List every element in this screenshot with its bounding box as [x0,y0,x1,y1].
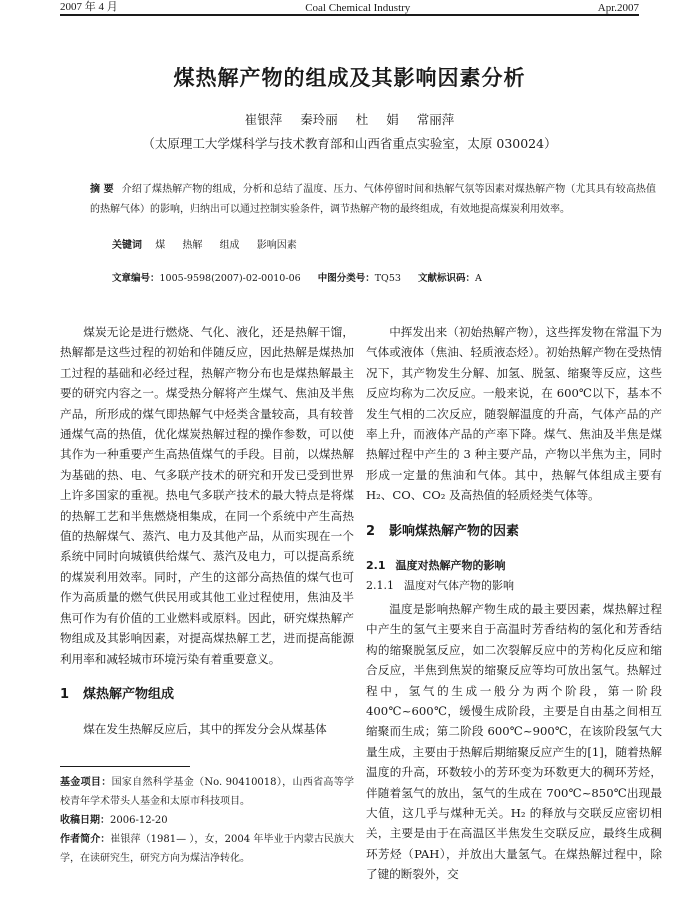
subsubsection-number: 2.1.1 [366,579,394,593]
doc-code-label: 文献标识码： [417,273,475,284]
author: 常丽萍 [416,112,455,127]
subsection-title: 温度对热解产物的影响 [395,559,506,573]
body-paragraph: 温度是影响热解产物生成的最主要因素，煤热解过程中产生的氢气主要来自于高温时芳香结构的氢化和芳香结构的缩聚脱氢反应，如二次裂解反应中的芳构化反应和缩合反应，半焦到焦炭的缩聚反应等均可放出氢气。热解过程中，氢气的生成一般分为两个阶段，第一阶段 400℃~600℃，缓慢生成阶段，主要是自由基之间相互缩聚而生成；第二阶段 600℃~900℃，在该阶段氢气大量生成，主要由于热解后期缩聚反应产生的[1]，随着热解温度的升高，环数较小的芳环变为环数更大的稠环芳烃，伴随着氢气的放出，氢气的生成在 700℃~850℃出现最大值，这几乎与煤种无关。H₂ 的释放与交联反应密切相关，主要是由于在高温区半焦发生交联反应，最终生成稠环芳烃（PAH），并放出大量氢气。在煤热解过程中，除了键的断裂外，交 [366,601,662,882]
paper-title: 煤热解产物的组成及其影响因素分析 [173,66,526,90]
abstract-text: 介绍了煤热解产物的组成，分析和总结了温度、压力、气体停留时间和热解气氛等因素对煤热解产物（尤其具有较高热值的热解气体）的影响，归纳出可以通过控制实验条件，调节热解产物的最终组成，有效地提高煤炭利用效率。 [90,184,657,215]
abstract-label: 摘 要 [90,184,114,195]
keywords [112,236,652,251]
keywords-label: 关键词 [112,240,142,251]
author: 秦玲丽 [300,112,338,127]
footnote-funding [60,773,354,811]
header-date-en: Apr.2007 [597,2,639,14]
header-date: 2007 年 4 月 [60,1,118,13]
running-header [60,0,639,16]
doc-code: A [474,273,482,284]
body-paragraph: 煤在发生热解反应后，其中的挥发分会从煤基体 [83,722,327,737]
subsection-number: 2.1 [366,559,386,573]
subsubsection-heading [366,576,662,596]
subsection-heading [366,556,662,576]
footnote-label: 收稿日期： [60,814,110,826]
section-title: 煤热解产物组成 [83,686,175,702]
right-column [366,322,662,885]
article-no: 1005-9598(2007)-02-0010-06 [159,273,301,284]
keyword: 热解 [182,240,203,251]
footnote-text: 国家自然科学基金（No. 90410018），山西省高等学校青年学术带头人基金和太原市科技项目。 [60,776,355,807]
clc-label: 中图分类号： [317,273,375,284]
affiliation: （太原理工大学煤科学与技术教育部和山西省重点实验室，太原 030024） [142,136,557,151]
body-paragraph: 中挥发出来（初始热解产物），这些挥发物在常温下为气体或液体（焦油、轻质液态烃）。初始热解产物在受热情况下，其产物发生分解、加氢、脱氢、缩聚等反应，这些反应均称为二次反应。一般来说，在 600℃以下，基本不发生气相的二次反应，随裂解温度的升高，气体产品的产率上升，而液体产品的产率下降。煤气、焦油及半焦是煤热解过程中产生的 3 种主要产品，产物以半焦为主，同时形成一定量的焦油和气体。其中，热解气体组成主要有 H₂、CO、CO₂ 及高热值的轻质烃类气体等。 [366,325,662,503]
classification-line [112,270,652,284]
section-heading [60,685,354,705]
footnote-text: 崔银萍（1981— ），女，2004 年毕业于内蒙古民族大学，在读研究生，研究方向为煤洁净转化。 [60,833,355,864]
footnote-received [60,811,354,830]
footnote-label: 基金项目： [60,776,112,788]
section-number: 2 [366,523,376,539]
clc-code: TQ53 [374,273,401,284]
author-list [0,110,699,128]
author: 崔银萍 [244,112,283,127]
footnote-text: 2006-12-20 [110,814,168,826]
abstract [90,180,656,220]
subsubsection-title: 温度对气体产物的影响 [404,579,514,593]
section-title: 影响煤热解产物的因素 [389,523,520,539]
footnote-divider [60,766,190,767]
footnote-label: 作者简介： [60,833,111,845]
section-heading [366,522,662,542]
footnote-author-bio [60,830,354,868]
keyword: 组成 [219,240,240,251]
header-journal: Coal Chemical Industry [305,2,411,14]
section-number: 1 [60,686,70,702]
body-paragraph: 煤炭无论是进行燃烧、气化、液化，还是热解干馏，热解都是这些过程的初始和伴随反应，因此热解是煤热加工过程的基础和必经过程，热解产物分布也是煤热解最主要的研究内容之一。煤受热分解将产生煤气、焦油及半焦产品，所形成的煤气即热解气中烃类含量较高，具有较普通煤气高的热值，优化煤炭热解过程的操作参数，可以使其作为一种重要产生高热值煤气的手段。目前，以煤热解为基础的热、电、气多联产技术的研究和开发已受到世界上许多国家的重视。热电气多联产技术的最大特点是将煤的热解工艺和半焦燃烧相集成，在同一个系统中产生高热值的热解煤气、蒸汽、电力及其他产品，从而实现在一个系统中同时向城镇供给煤气、蒸汽及电力，可以提高系统的煤炭利用效率。同时，产生的这部分高热值的煤气也可作为高质量的燃气供民用或其他工业过程使用，焦油及半焦可作为有价值的工业燃料或原料。因此，研究煤热解产物组成及其影响因素，对提高煤热解工艺，进而提高能源利用率和减轻城市环境污染有着重要意义。 [60,325,354,666]
article-no-label: 文章编号： [112,273,160,284]
keyword: 煤 [155,240,166,251]
keyword: 影响因素 [256,240,297,251]
left-column [60,322,354,868]
author: 杜 娟 [355,112,399,127]
